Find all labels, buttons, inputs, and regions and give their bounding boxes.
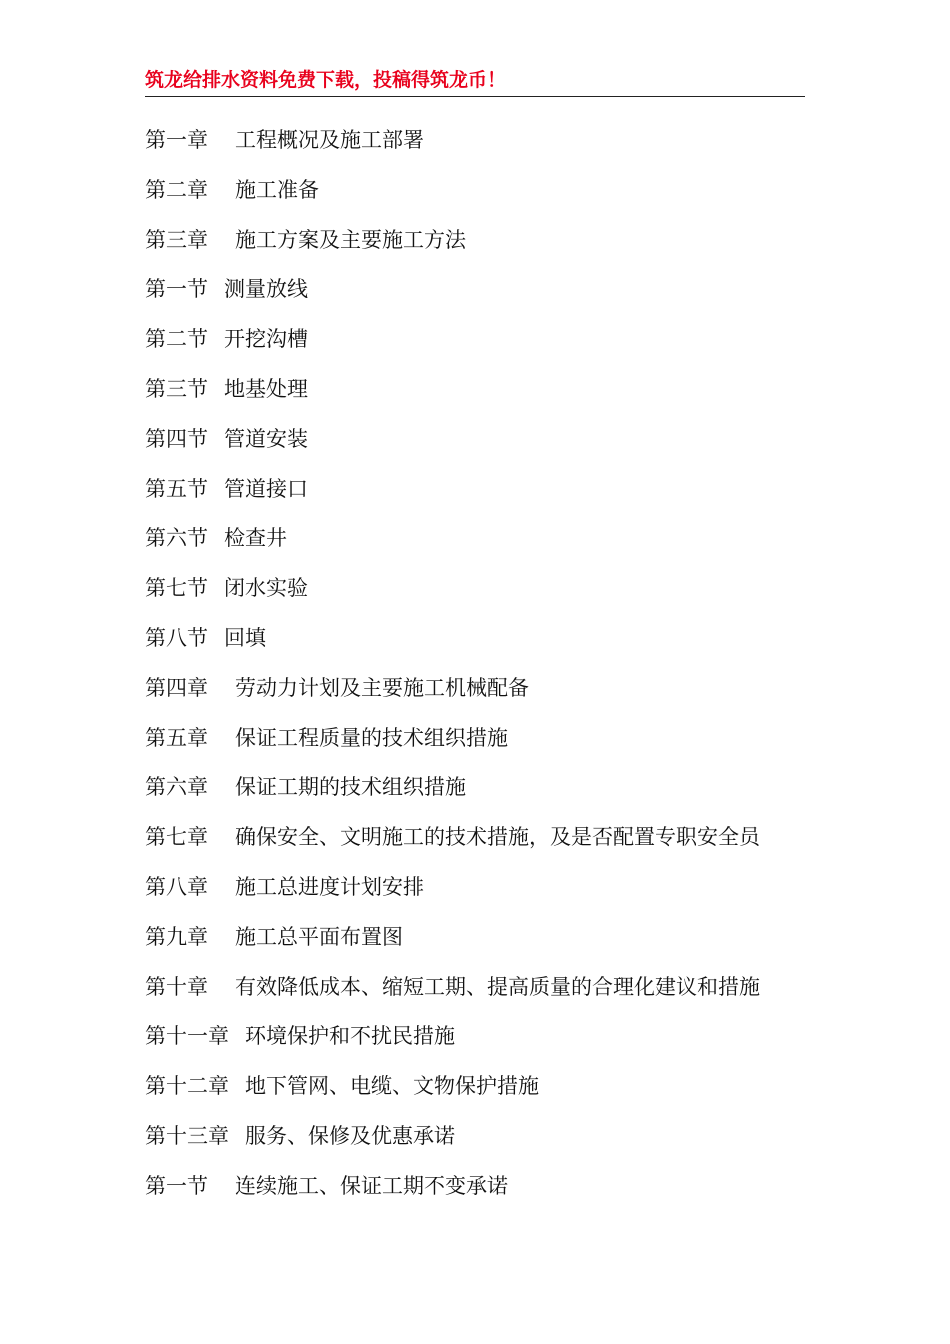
toc-item-number: 第四节 (145, 426, 208, 451)
page-header (145, 66, 805, 97)
toc-item-title: 检查井 (224, 526, 287, 551)
toc-item (145, 920, 825, 970)
toc-item-title: 管道安装 (224, 426, 308, 451)
toc-item-title: 施工总进度计划安排 (235, 874, 424, 899)
toc-item-title: 服务、保修及优惠承诺 (245, 1123, 455, 1148)
toc-item (145, 1119, 825, 1169)
toc-item (145, 621, 825, 671)
toc-item (145, 372, 825, 422)
toc-item-number: 第九章 (145, 924, 208, 949)
toc-item (145, 472, 825, 522)
toc-item (145, 671, 825, 721)
toc-item-title: 开挖沟槽 (224, 327, 308, 352)
toc-item-number: 第七章 (145, 825, 208, 850)
toc-item (145, 422, 825, 472)
toc-item-title: 施工方案及主要施工方法 (235, 227, 466, 252)
toc-item-number: 第一章 (145, 128, 208, 152)
toc-item-title: 环境保护和不扰民措施 (245, 1024, 455, 1049)
toc-item-number: 第三章 (145, 227, 208, 252)
toc-item-number: 第二节 (145, 327, 208, 352)
toc-item-number: 第六章 (145, 775, 208, 800)
toc-item-number: 第十三章 (145, 1123, 229, 1148)
toc-item-title: 测量放线 (224, 277, 308, 302)
toc-item-title: 连续施工、保证工期不变承诺 (235, 1173, 508, 1198)
toc-item-number: 第五章 (145, 725, 208, 750)
toc-item (145, 721, 825, 771)
toc-item (145, 223, 825, 273)
toc-item (145, 770, 825, 820)
toc-item-number: 第五节 (145, 476, 208, 501)
toc-item (145, 571, 825, 621)
toc-item-title: 施工准备 (235, 177, 319, 202)
toc-item-number: 第十章 (145, 974, 208, 999)
toc-item-title: 施工总平面布置图 (235, 924, 403, 949)
toc-item-number: 第一节 (145, 277, 208, 302)
toc-item (145, 173, 825, 223)
toc-item-title: 回填 (224, 625, 266, 650)
toc-item (145, 1019, 825, 1069)
toc-item-title: 有效降低成本、缩短工期、提高质量的合理化建议和措施 (235, 974, 760, 999)
toc-item-number: 第八节 (145, 625, 208, 650)
toc-item (145, 820, 825, 870)
toc-item-title: 确保安全、文明施工的技术措施，及是否配置专职安全员 (235, 825, 760, 850)
toc-item-title: 地基处理 (224, 376, 308, 401)
toc-item-number: 第八章 (145, 874, 208, 899)
toc-item (145, 870, 825, 920)
toc-item-number: 第二章 (145, 177, 208, 202)
toc-item (145, 970, 825, 1020)
toc-item-number: 第十一章 (145, 1024, 229, 1049)
toc-item (145, 272, 825, 322)
toc-item-title: 工程概况及施工部署 (235, 128, 424, 152)
toc-item-title: 地下管网、电缆、文物保护措施 (245, 1074, 539, 1099)
toc-item (145, 1069, 825, 1119)
toc-item-number: 第四章 (145, 675, 208, 700)
toc-item-title: 管道接口 (224, 476, 308, 501)
toc-item-number: 第六节 (145, 526, 208, 551)
toc-item-number: 第十二章 (145, 1074, 229, 1099)
toc-item-number: 第七节 (145, 576, 208, 601)
toc-item-title: 闭水实验 (224, 576, 308, 601)
toc-item (145, 322, 825, 372)
table-of-contents (145, 123, 825, 1219)
toc-item-title: 劳动力计划及主要施工机械配备 (235, 675, 529, 700)
toc-item-title: 保证工程质量的技术组织措施 (235, 725, 508, 750)
toc-item-number: 第一节 (145, 1173, 208, 1198)
toc-item (145, 1169, 825, 1219)
toc-item (145, 123, 825, 173)
toc-item-title: 保证工期的技术组织措施 (235, 775, 466, 800)
header-promo-text: 筑龙给排水资料免费下载，投稿得筑龙币！ (145, 69, 507, 91)
toc-item (145, 521, 825, 571)
toc-item-number: 第三节 (145, 376, 208, 401)
